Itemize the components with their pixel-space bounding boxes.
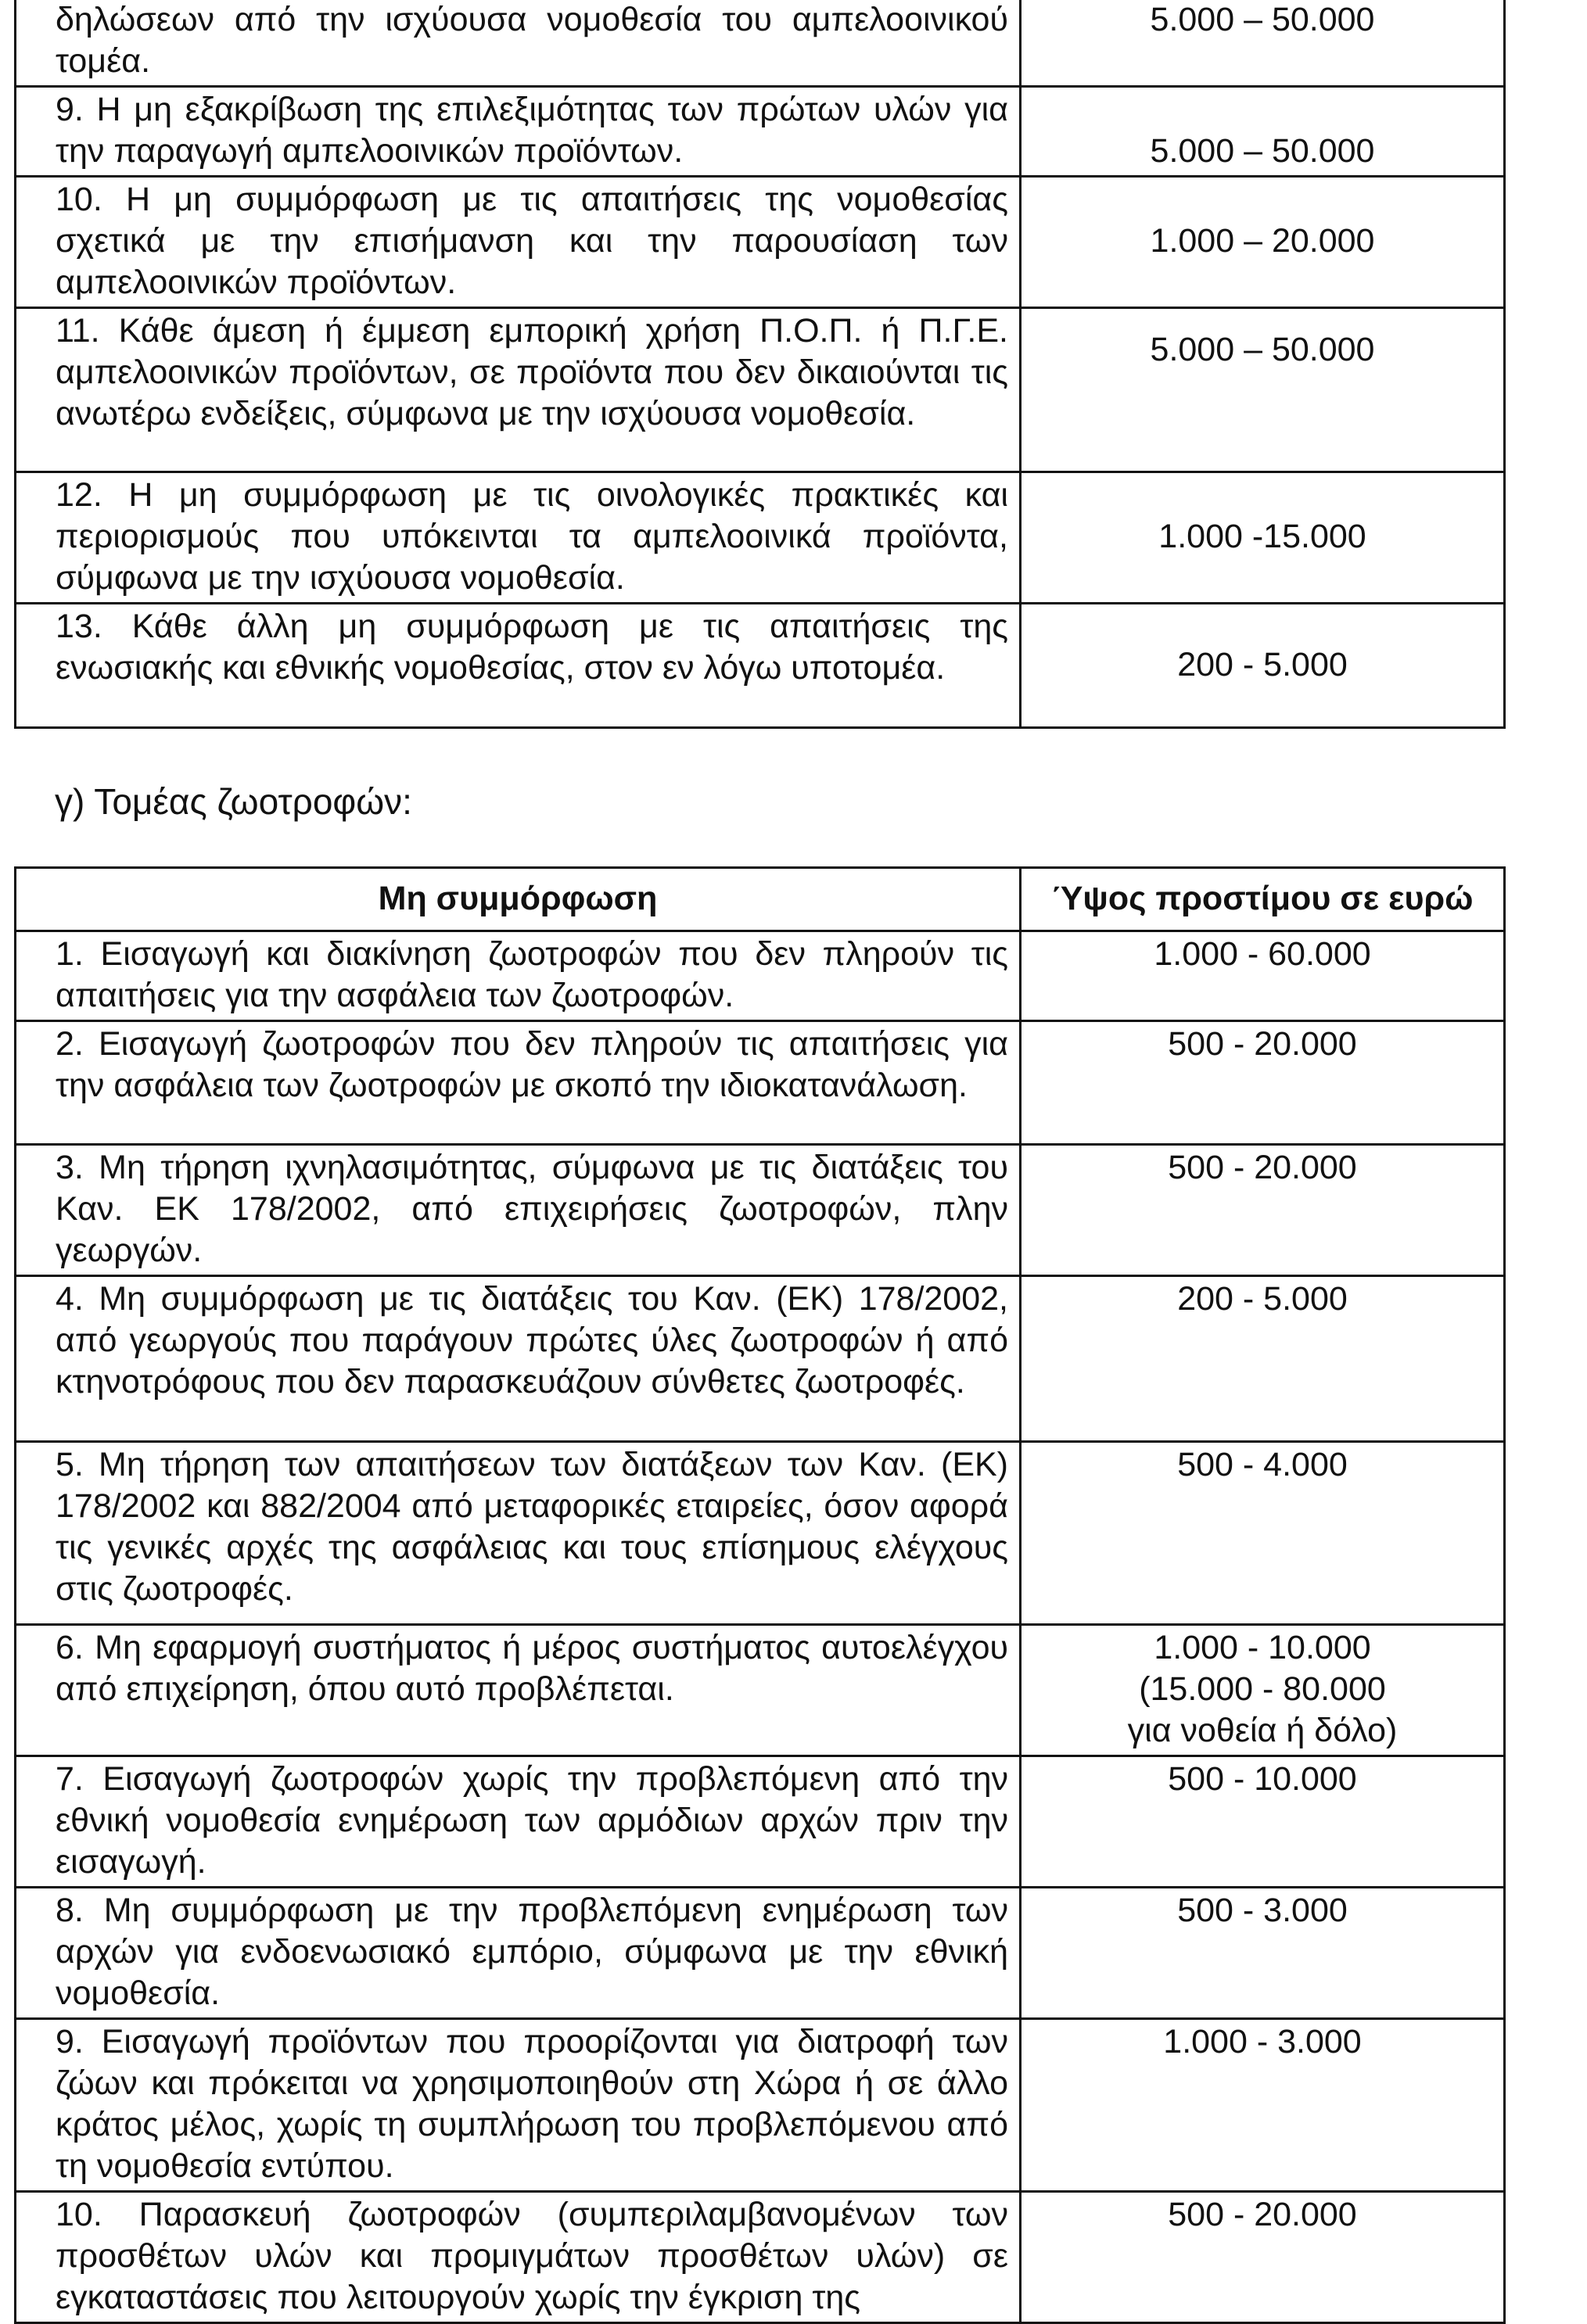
fine-amount (1021, 1625, 1505, 1756)
table-header-row (16, 868, 1505, 931)
fines-table-wine-sector (14, 0, 1506, 729)
noncompliance-description: 4. Μη συμμόρφωση με τις διατάξεις του Καν. (ΕΚ) 178/2002, από γεωργούς που παράγουν πρώτες ύλες ζωοτροφών ή από κτηνοτρόφους που δεν παρασκευάζουν σύνθετες ζωοτροφές. (16, 1276, 1021, 1442)
noncompliance-description: 10. Παρασκευή ζωοτροφών (συμπεριλαμβανομένων των προσθέτων υλών και προμιγμάτων προσθέτων υλών) σε εγκαταστάσεις που λειτουργούν χωρίς την έγκριση της (16, 2192, 1021, 2323)
fine-amount: 500 - 20.000 (1021, 1145, 1505, 1276)
fines-table-feed-sector (14, 866, 1506, 2324)
fine-amount: 500 - 3.000 (1021, 1888, 1505, 2019)
table-row (16, 2192, 1505, 2323)
fine-amount: 500 - 4.000 (1021, 1442, 1505, 1625)
table-row (16, 177, 1505, 308)
column-header-fine-amount: Ύψος προστίμου σε ευρώ (1021, 868, 1505, 931)
fine-amount-line: 1.000 - 10.000 (1154, 1629, 1371, 1666)
column-header-noncompliance: Μη συμμόρφωση (16, 868, 1021, 931)
fine-amount: 1.000 - 3.000 (1021, 2019, 1505, 2192)
table-row (16, 1756, 1505, 1888)
table-row (16, 308, 1505, 472)
table-row (16, 1888, 1505, 2019)
table-row (16, 1276, 1505, 1442)
table-row (16, 1625, 1505, 1756)
fine-amount: 200 - 5.000 (1021, 604, 1505, 728)
fine-amount: 500 - 20.000 (1021, 2192, 1505, 2323)
table-row (16, 1442, 1505, 1625)
table-row (16, 931, 1505, 1021)
fine-amount: 5.000 – 50.000 (1021, 0, 1505, 87)
noncompliance-description: 10. Η μη συμμόρφωση με τις απαιτήσεις της νομοθεσίας σχετικά με την επισήμανση και την παρουσίαση των αμπελοοινικών προϊόντων. (16, 177, 1021, 308)
noncompliance-description: 2. Εισαγωγή ζωοτροφών που δεν πληρούν τις απαιτήσεις για την ασφάλεια των ζωοτροφών με σκοπό την ιδιοκατανάλωση. (16, 1021, 1021, 1145)
table-row (16, 604, 1505, 728)
fine-amount: 1.000 -15.000 (1021, 472, 1505, 604)
noncompliance-description: 11. Κάθε άμεση ή έμμεση εμπορική χρήση Π.Ο.Π. ή Π.Γ.Ε. αμπελοοινικών προϊόντων, σε προϊόντα που δεν δικαιούνται τις ανωτέρω ενδείξεις, σύμφωνα με την ισχύουσα νομοθεσία. (16, 308, 1021, 472)
fine-amount-line: (15.000 - 80.000 (1139, 1670, 1386, 1708)
noncompliance-description: δηλώσεων από την ισχύουσα νομοθεσία του αμπελοοινικού τομέα. (16, 0, 1021, 87)
fine-amount-line: για νοθεία ή δόλο) (1127, 1712, 1398, 1749)
table-row (16, 1021, 1505, 1145)
noncompliance-description: 9. Εισαγωγή προϊόντων που προορίζονται για διατροφή των ζώων και πρόκειται να χρησιμοποιηθούν στη Χώρα ή σε άλλο κράτος μέλος, χωρίς τη συμπλήρωση του προβλεπόμενου από τη νομοθεσία εντύπου. (16, 2019, 1021, 2192)
table-row (16, 87, 1505, 177)
noncompliance-description: 7. Εισαγωγή ζωοτροφών χωρίς την προβλεπόμενη από την εθνική νομοθεσία ενημέρωση των αρμόδιων αρχών πριν την εισαγωγή. (16, 1756, 1021, 1888)
noncompliance-description: 3. Μη τήρηση ιχνηλασιμότητας, σύμφωνα με τις διατάξεις του Καν. ΕΚ 178/2002, από επιχειρήσεις ζωοτροφών, πλην γεωργών. (16, 1145, 1021, 1276)
fine-amount: 5.000 – 50.000 (1021, 87, 1505, 177)
noncompliance-description: 12. Η μη συμμόρφωση με τις οινολογικές πρακτικές και περιορισμούς που υπόκεινται τα αμπελοοινικά προϊόντα, σύμφωνα με την ισχύουσα νομοθεσία. (16, 472, 1021, 604)
fine-amount: 200 - 5.000 (1021, 1276, 1505, 1442)
fine-amount: 1.000 - 60.000 (1021, 931, 1505, 1021)
noncompliance-description: 1. Εισαγωγή και διακίνηση ζωοτροφών που δεν πληρούν τις απαιτήσεις για την ασφάλεια των ζωοτροφών. (16, 931, 1021, 1021)
table-row (16, 0, 1505, 87)
noncompliance-description: 5. Μη τήρηση των απαιτήσεων των διατάξεων των Καν. (ΕΚ) 178/2002 και 882/2004 από μεταφορικές εταιρείες, όσον αφορά τις γενικές αρχές της ασφάλειας και τους επίσημους ελέγχους στις ζωοτροφές. (16, 1442, 1021, 1625)
fine-amount: 500 - 20.000 (1021, 1021, 1505, 1145)
table-row (16, 1145, 1505, 1276)
noncompliance-description: 13. Κάθε άλλη μη συμμόρφωση με τις απαιτήσεις της ενωσιακής και εθνικής νομοθεσίας, στον εν λόγω υποτομέα. (16, 604, 1021, 728)
section-heading: γ) Τομέας ζωοτροφών: (55, 781, 412, 822)
fine-amount: 1.000 – 20.000 (1021, 177, 1505, 308)
fine-amount: 500 - 10.000 (1021, 1756, 1505, 1888)
table-row (16, 2019, 1505, 2192)
noncompliance-description: 9. Η μη εξακρίβωση της επιλεξιμότητας των πρώτων υλών για την παραγωγή αμπελοοινικών προϊόντων. (16, 87, 1021, 177)
noncompliance-description: 8. Μη συμμόρφωση με την προβλεπόμενη ενημέρωση των αρχών για ενδοενωσιακό εμπόριο, σύμφωνα με την εθνική νομοθεσία. (16, 1888, 1021, 2019)
table-row (16, 472, 1505, 604)
fine-amount: 5.000 – 50.000 (1021, 308, 1505, 472)
noncompliance-description: 6. Μη εφαρμογή συστήματος ή μέρος συστήματος αυτοελέγχου από επιχείρηση, όπου αυτό προβλέπεται. (16, 1625, 1021, 1756)
